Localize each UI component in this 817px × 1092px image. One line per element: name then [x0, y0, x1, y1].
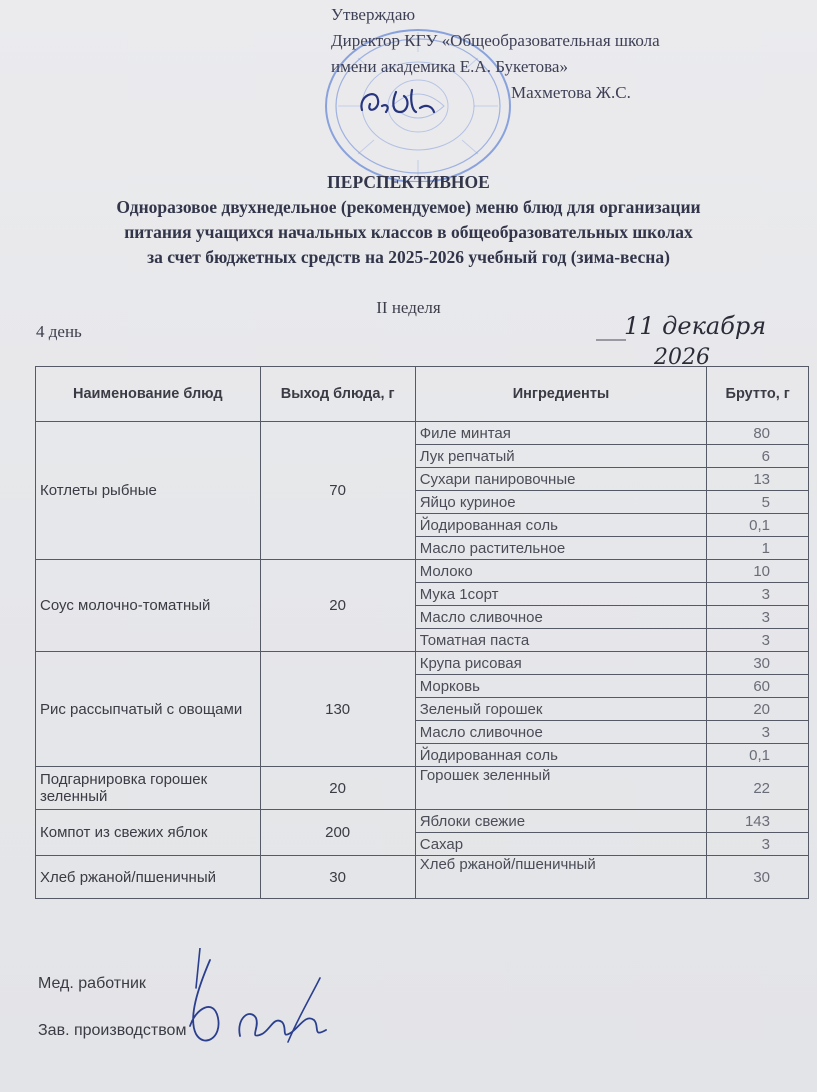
ingredient-name: Масло сливочное: [415, 606, 707, 629]
day-label: 4 день: [36, 322, 82, 341]
ingredient-gross: 5: [707, 491, 809, 514]
ingredient-gross: 0,1: [707, 744, 809, 767]
ingredient-gross: 30: [707, 856, 809, 899]
ingredient-name: Лук репчатый: [415, 445, 707, 468]
ingredient-name: Яблоки свежие: [415, 810, 707, 833]
table-row: [36, 767, 809, 810]
ingredient-gross: 3: [707, 833, 809, 856]
approval-school: имени академика Е.А. Букетова»: [331, 57, 568, 76]
ingredient-gross: 3: [707, 721, 809, 744]
ingredient-name: Горошек зеленный: [415, 767, 707, 810]
ingredient-name: Масло сливочное: [415, 721, 707, 744]
table-row: [36, 560, 809, 583]
ingredient-gross: 6: [707, 445, 809, 468]
document-subtitle-2: питания учащихся начальных классов в общеобразовательных школах: [124, 222, 693, 242]
dish-name: Подгарнировка горошек зеленный: [36, 767, 261, 810]
header-ingredients: Ингредиенты: [415, 367, 707, 422]
ingredient-name: Сухари панировочные: [415, 468, 707, 491]
table-row: [36, 810, 809, 833]
director-name: Махметова Ж.С.: [511, 83, 631, 102]
production-head-label: Зав. производством: [38, 1022, 187, 1039]
ingredient-gross: 3: [707, 606, 809, 629]
ingredient-name: Филе минтая: [415, 422, 707, 445]
week-label: II неделя: [376, 298, 441, 317]
dish-name: Рис рассыпчатый с овощами: [36, 652, 261, 767]
document-title: ПЕРСПЕКТИВНОЕ: [327, 172, 490, 192]
header-yield: Выход блюда, г: [260, 367, 415, 422]
dish-yield: 30: [260, 856, 415, 899]
document-subtitle-3: за счет бюджетных средств на 2025-2026 учебный год (зима-весна): [147, 247, 670, 267]
ingredient-name: Йодированная соль: [415, 514, 707, 537]
ingredient-gross: 60: [707, 675, 809, 698]
header-gross: Брутто, г: [707, 367, 809, 422]
ingredient-name: Морковь: [415, 675, 707, 698]
ingredient-name: Сахар: [415, 833, 707, 856]
dish-yield: 20: [260, 560, 415, 652]
dish-name: Хлеб ржаной/пшеничный: [36, 856, 261, 899]
handwritten-date-day: 11 декабря: [624, 312, 767, 340]
table-row: [36, 652, 809, 675]
dish-yield: 200: [260, 810, 415, 856]
ingredient-gross: 0,1: [707, 514, 809, 537]
handwritten-date: [596, 310, 796, 370]
ingredient-name: Яйцо куриное: [415, 491, 707, 514]
approval-director: Директор КГУ «Общеобразовательная школа: [331, 31, 660, 50]
menu-table: [35, 366, 809, 899]
dish-name: Котлеты рыбные: [36, 422, 261, 560]
table-row: [36, 856, 809, 899]
ingredient-name: Йодированная соль: [415, 744, 707, 767]
ingredient-name: Масло растительное: [415, 537, 707, 560]
dish-name: Соус молочно-томатный: [36, 560, 261, 652]
ingredient-gross: 80: [707, 422, 809, 445]
document-heading: [0, 170, 817, 270]
table-header-row: [36, 367, 809, 422]
ingredient-gross: 10: [707, 560, 809, 583]
ingredient-gross: 22: [707, 767, 809, 810]
ingredient-name: Крупа рисовая: [415, 652, 707, 675]
director-signature: [356, 82, 438, 122]
ingredient-gross: 3: [707, 629, 809, 652]
staff-signatures: [170, 948, 340, 1058]
document-subtitle-1: Одноразовое двухнедельное (рекомендуемое) меню блюд для организации: [116, 197, 701, 217]
ingredient-gross: 13: [707, 468, 809, 491]
handwritten-date-year: 2026: [654, 345, 710, 370]
table-row: [36, 422, 809, 445]
dish-yield: 20: [260, 767, 415, 810]
ingredient-name: Томатная паста: [415, 629, 707, 652]
dish-yield: 130: [260, 652, 415, 767]
ingredient-gross: 3: [707, 583, 809, 606]
ingredient-name: Молоко: [415, 560, 707, 583]
ingredient-name: Мука 1сорт: [415, 583, 707, 606]
approval-title: Утверждаю: [331, 5, 416, 24]
ingredient-name: Зеленый горошек: [415, 698, 707, 721]
dish-name: Компот из свежих яблок: [36, 810, 261, 856]
ingredient-gross: 143: [707, 810, 809, 833]
ingredient-gross: 30: [707, 652, 809, 675]
med-worker-label: Мед. работник: [38, 975, 146, 992]
ingredient-name: Хлеб ржаной/пшеничный: [415, 856, 707, 899]
ingredient-gross: 20: [707, 698, 809, 721]
ingredient-gross: 1: [707, 537, 809, 560]
dish-yield: 70: [260, 422, 415, 560]
header-dish: Наименование блюд: [36, 367, 261, 422]
